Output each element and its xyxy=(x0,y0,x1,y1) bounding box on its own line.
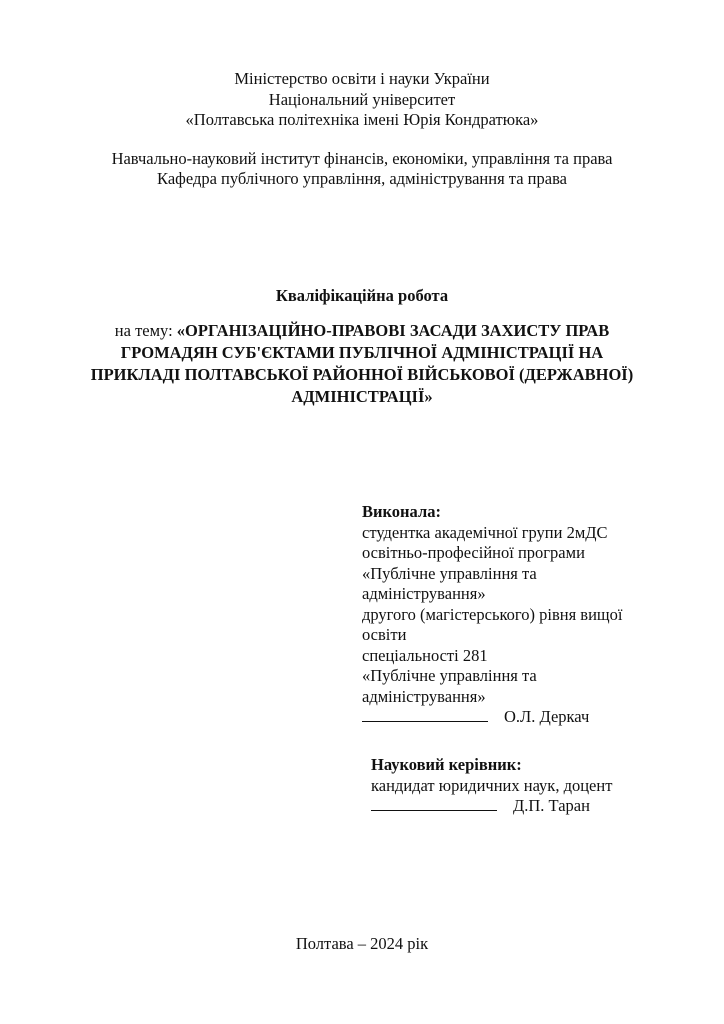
author-signature-row xyxy=(362,707,622,728)
supervisor-title: кандидат юридичних наук, доцент xyxy=(371,775,613,795)
topic-prefix: на тему: xyxy=(114,321,177,340)
city-year: Полтава – 2024 рік xyxy=(295,934,429,953)
topic-line-4: АДМІНІСТРАЦІЇ» xyxy=(291,387,433,406)
university-name-line2: «Полтавська політехніка імені Юрія Кондратюка» xyxy=(185,110,539,129)
author-line: «Публічне управління та xyxy=(362,563,537,583)
author-line: другого (магістерського) рівня вищої xyxy=(362,604,623,624)
ministry-name: Міністерство освіти і науки України xyxy=(234,69,490,88)
author-name: О.Л. Деркач xyxy=(504,707,590,726)
supervisor-signature-row xyxy=(371,796,612,817)
university-name-line1: Національний університет xyxy=(268,90,456,109)
supervisor-label: Науковий керівник: xyxy=(371,755,522,774)
thesis-topic xyxy=(0,320,724,408)
author-line: освіти xyxy=(362,625,407,644)
author-line: «Публічне управління та xyxy=(362,666,537,685)
topic-line-2: ГРОМАДЯН СУБ'ЄКТАМИ ПУБЛІЧНОЇ АДМІНІСТРАЦІЇ НА xyxy=(120,343,604,362)
author-line: адміністрування» xyxy=(362,686,486,706)
author-line: адміністрування» xyxy=(362,584,486,603)
signature-blank-line xyxy=(371,796,497,811)
department-name: Кафедра публічного управління, адміністрування та права xyxy=(157,169,567,188)
supervisor-name: Д.П. Таран xyxy=(513,796,590,815)
author-line: освітньо-професійної програми xyxy=(362,543,585,562)
topic-line-1: на тему: «ОРГАНІЗАЦІЙНО-ПРАВОВІ ЗАСАДИ ЗАХИСТУ ПРАВ xyxy=(114,321,610,340)
author-line: спеціальності 281 xyxy=(362,645,488,665)
author-block xyxy=(362,502,622,728)
author-line: студентка академічної групи 2мДС xyxy=(362,522,608,542)
institute-name: Навчально-науковий інститут фінансів, економіки, управління та права xyxy=(111,149,613,168)
author-label: Виконала: xyxy=(362,502,441,521)
signature-blank-line xyxy=(362,707,488,722)
work-type-heading: Кваліфікаційна робота xyxy=(275,286,449,305)
topic-line-3: ПРИКЛАДІ ПОЛТАВСЬКОЇ РАЙОННОЇ ВІЙСЬКОВОЇ (ДЕРЖАВНОЇ) xyxy=(90,365,634,384)
supervisor-block xyxy=(371,755,612,817)
